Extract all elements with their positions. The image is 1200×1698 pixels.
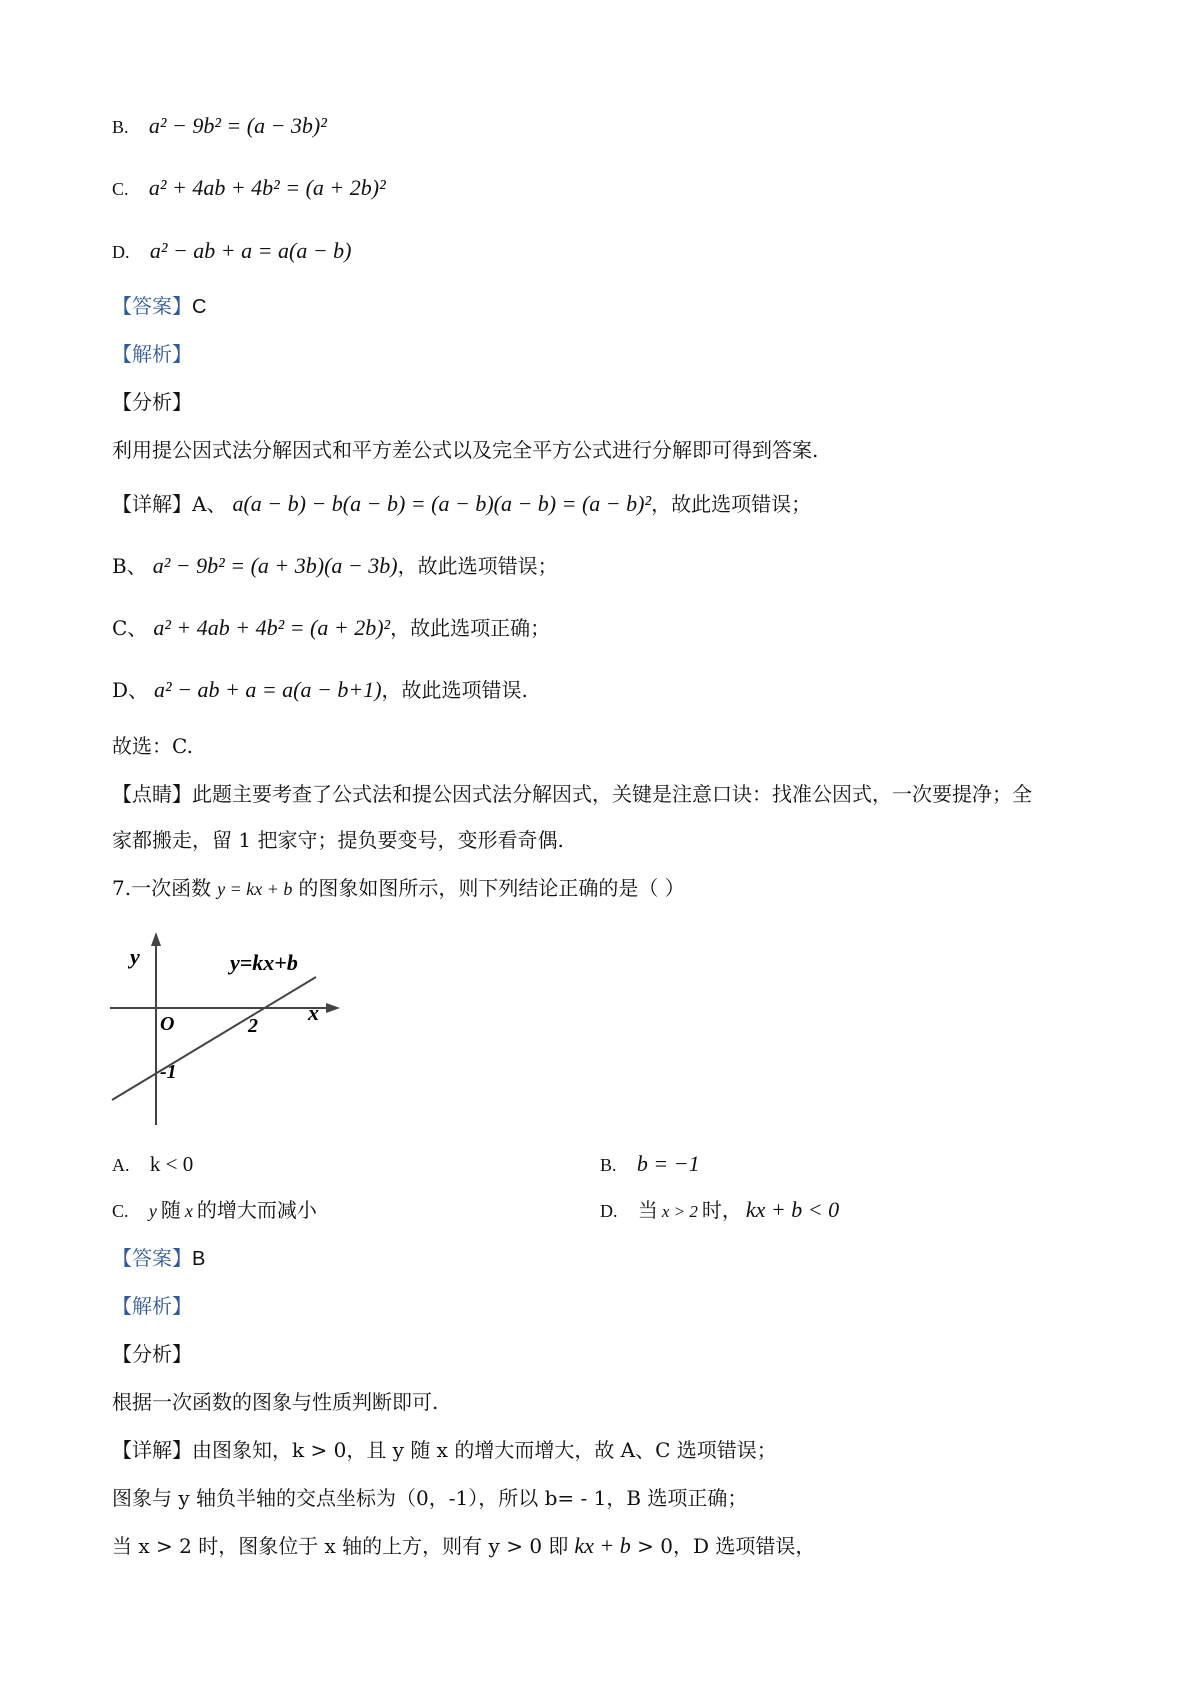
option-var-x: x: [184, 1201, 193, 1221]
option-label: C.: [112, 179, 129, 199]
detail-prefix: 【详解】A、: [112, 492, 227, 516]
detail-suffix: ，故此选项正确；: [390, 616, 551, 640]
detail-post: > 0，D 选项错误，: [630, 1534, 816, 1558]
x-axis-label: x: [308, 1000, 319, 1025]
linear-function-graph: [108, 930, 348, 1130]
option-mid: 随: [160, 1198, 181, 1222]
option-text: k < 0: [149, 1152, 194, 1176]
option-label: B.: [600, 1155, 617, 1175]
q7-detail-line1: 【详解】由图象知，k > 0，且 y 随 x 的增大而增大，故 A、C 选项错误；: [112, 1438, 777, 1462]
q7-option-b: [600, 1150, 700, 1179]
q6-fenxi-text: 利用提公因式法分解因式和平方差公式以及完全平方公式进行分解即可得到答案.: [112, 438, 819, 462]
detail-formula: a² + 4ab + 4b² = (a + 2b)²: [153, 615, 391, 640]
option-label: D.: [112, 242, 130, 262]
q7-option-a: [112, 1150, 193, 1179]
q7-fenxi-tag: 【分析】: [112, 1342, 192, 1366]
q6-detail-b: [112, 552, 558, 580]
q6-answer: [112, 292, 206, 321]
q6-detail-a: [112, 490, 811, 518]
option-text: 的增大而减小: [196, 1198, 317, 1222]
q6-jiexi-tag: 【解析】: [112, 342, 192, 366]
answer-value: B: [192, 1248, 206, 1270]
answer-tag: 【答案】: [112, 1246, 192, 1270]
q7-detail-line2: 图象与 y 轴负半轴的交点坐标为（0，-1），所以 b= - 1，B 选项正确；: [112, 1486, 748, 1510]
stem-suffix: 的图象如图所示，则下列结论正确的是（ ）: [298, 876, 685, 900]
option-var-y: y: [148, 1201, 157, 1221]
detail-formula: kx + b: [574, 1533, 631, 1558]
y-axis-arrow-icon: [151, 932, 161, 946]
q6-dianjing-line1: 【点睛】此题主要考查了公式法和提公因式法分解因式，关键是注意口诀：找准公因式，一次要提净；全: [112, 782, 1032, 806]
q6-fenxi-tag: 【分析】: [112, 390, 192, 414]
line-equation-label: y=kx+b: [230, 950, 298, 975]
q7-option-c: [112, 1196, 317, 1225]
q6-dianjing-line2: 家都搬走，留 1 把家守；提负要变号，变形看奇偶.: [112, 828, 564, 852]
option-formula: a² − 9b² = (a − 3b)²: [148, 113, 327, 138]
q6-option-b: [112, 112, 327, 141]
q6-choice: 故选：C.: [112, 734, 193, 758]
detail-prefix: C、: [112, 616, 148, 640]
option-label: D.: [600, 1201, 618, 1221]
y-axis-label: y: [130, 944, 140, 969]
detail-formula: a² − 9b² = (a + 3b)(a − 3b): [152, 553, 398, 578]
detail-suffix: ，故此选项错误.: [381, 678, 528, 702]
q6-option-c: [112, 174, 386, 203]
detail-formula: a(a − b) − b(a − b) = (a − b)(a − b) = (a − b)²: [232, 491, 652, 516]
q6-option-d: [112, 237, 352, 266]
detail-pre: 当 x > 2 时，图象位于 x 轴的上方，则有 y > 0 即: [112, 1534, 569, 1558]
q7-option-d: [600, 1196, 839, 1226]
option-label: B.: [112, 117, 129, 137]
detail-prefix: D、: [112, 678, 149, 702]
origin-label: O: [160, 1013, 175, 1035]
option-label: C.: [112, 1201, 129, 1221]
answer-tag: 【答案】: [112, 294, 192, 318]
q7-jiexi-tag: 【解析】: [112, 1294, 192, 1318]
detail-formula: a² − ab + a = a(a − b+1): [154, 677, 382, 702]
answer-value: C: [192, 296, 207, 318]
stem-prefix: 7.一次函数: [112, 876, 212, 900]
x-intercept-label: 2: [248, 1015, 258, 1037]
option-pre: 当: [637, 1198, 658, 1222]
option-cond: x > 2: [661, 1202, 698, 1221]
option-mid: 时，: [701, 1198, 742, 1222]
detail-suffix: ，故此选项错误；: [651, 492, 812, 516]
stem-formula: y = kx + b: [217, 879, 293, 899]
q6-detail-d: [112, 676, 528, 704]
x-axis-arrow-icon: [326, 1003, 340, 1013]
option-label: A.: [112, 1155, 130, 1175]
option-text: b = −1: [636, 1151, 700, 1176]
q7-answer: [112, 1244, 205, 1273]
option-formula: kx + b < 0: [745, 1197, 840, 1222]
q7-stem: [112, 874, 685, 903]
q7-detail-line3: [112, 1532, 815, 1560]
detail-suffix: ，故此选项错误；: [397, 554, 558, 578]
y-intercept-label: -1: [160, 1061, 177, 1083]
function-line: [112, 977, 316, 1100]
detail-prefix: B、: [112, 554, 147, 578]
q6-detail-c: [112, 614, 550, 642]
option-formula: a² + 4ab + 4b² = (a + 2b)²: [148, 175, 386, 200]
option-formula: a² − ab + a = a(a − b): [149, 238, 352, 263]
q7-fenxi-text: 根据一次函数的图象与性质判断即可.: [112, 1390, 439, 1414]
